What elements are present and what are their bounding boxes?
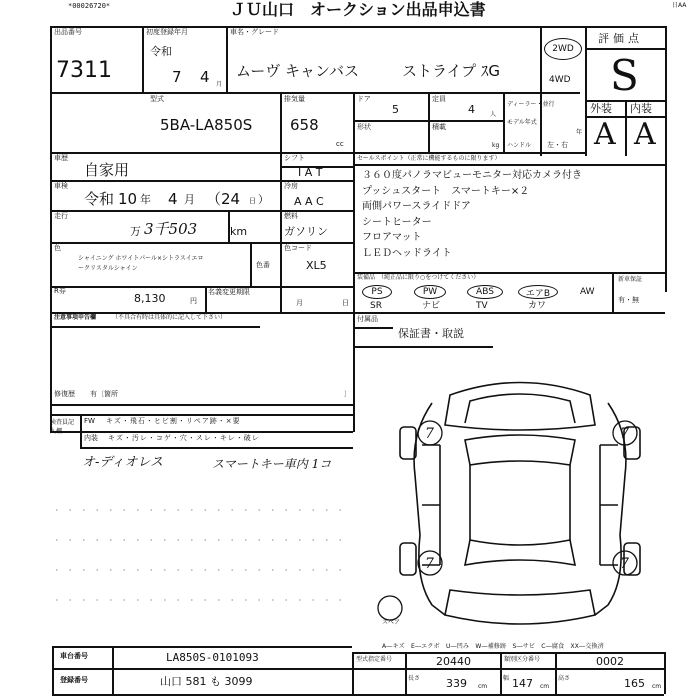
inspection-label: 車検	[54, 182, 68, 190]
selling-point: フロアマット	[362, 232, 422, 244]
serial-number: *00026720*	[68, 2, 111, 10]
model-label: 型式	[150, 95, 164, 103]
repair-close: 〕	[344, 390, 351, 398]
notes-label: 注意事項申告欄	[54, 314, 97, 321]
car-name-label: 車名・グレード	[230, 28, 279, 36]
notes-sub: （不具合有時は具体的に記入して下さい）	[112, 314, 227, 321]
aircon-label: 冷房	[284, 182, 298, 190]
capacity-value: 4	[468, 103, 475, 116]
doors-value: 5	[392, 103, 399, 116]
aircon-value: A A C	[294, 195, 324, 208]
new-warranty-value: 有・無	[618, 296, 639, 304]
recycle-label: R券	[54, 287, 66, 295]
model-year-unit: 年	[576, 129, 583, 136]
lot-number: 7311	[56, 58, 112, 83]
width-value: 147	[512, 677, 533, 690]
height-value: 165	[624, 677, 645, 690]
new-warranty-label: 新車保証	[618, 276, 643, 283]
repair-value: 有〔箇所	[90, 390, 118, 398]
car-grade: ストライプ ｽG	[402, 62, 500, 80]
inspector-row2: キズ・汚レ・コゲ・穴・スレ・キレ・破レ	[108, 434, 260, 442]
shift-label: シフト	[284, 154, 305, 162]
model-year-label: モデル年式	[507, 119, 537, 126]
spare-label: スペア	[382, 619, 401, 626]
exterior-label: 外装	[590, 102, 612, 115]
first-reg-month-unit: 月	[216, 81, 223, 88]
chassis-label: 車台番号	[60, 652, 88, 660]
class-number-label: 類別区分番号	[504, 656, 541, 663]
selling-point: 両側パワースライドドア	[362, 201, 471, 213]
usage-label: 車歴	[54, 154, 68, 162]
wheel-mark-rr: 7	[620, 556, 629, 572]
selling-point: シートヒーター	[362, 216, 432, 228]
inspection-day: （24	[206, 190, 241, 208]
inspector-row1: キズ・飛石・ヒビ割・リペア跡・×要	[106, 417, 241, 425]
name-change-month: 月	[296, 299, 303, 307]
interior-grade: A	[634, 117, 656, 152]
grade-value: S	[610, 51, 639, 100]
doors-label: ドア	[357, 95, 371, 103]
color-value: シャイニング ホワイトパール×シトラスイエロ ークリスタルシャイン	[78, 255, 204, 272]
mileage-man: 万	[130, 225, 141, 238]
dealer-label: ディーラー・並行	[507, 101, 555, 108]
recycle-unit: 円	[190, 297, 197, 305]
wheel-mark-fr: 7	[620, 426, 629, 442]
first-reg-era: 令和	[150, 45, 172, 58]
displacement-value: 658	[290, 116, 319, 134]
selling-point: プッシュスタート スマートキー×２	[362, 185, 530, 197]
corner-mark: 日AA	[672, 2, 687, 9]
documents-label: 付属品	[357, 315, 378, 323]
color-number-label: 色番	[256, 261, 270, 269]
documents-value: 保証書・取説	[398, 327, 464, 340]
color-code: XL5	[306, 259, 327, 272]
inspector-inner: 内装	[84, 434, 98, 442]
inspection-day-unit: ）	[258, 193, 269, 206]
width-unit: cm	[540, 683, 550, 690]
displacement-unit: cc	[336, 140, 344, 148]
selling-points-list	[362, 168, 582, 262]
page-title: ＪＵ山口 オークション出品申込書	[230, 0, 486, 19]
car-damage-diagram	[370, 365, 670, 635]
inspection-year: 10	[118, 190, 138, 208]
fuel-value: ガソリン	[284, 225, 328, 238]
mileage-value: 3千503	[144, 220, 198, 238]
repair-label: 修復歴	[54, 390, 75, 398]
selling-points-label: セールスポイント（正常に機能するものに限ります）	[357, 155, 501, 162]
first-reg-month: 4	[200, 68, 210, 86]
equip-sr: SR	[370, 301, 382, 311]
inspection-month: 4	[168, 190, 178, 208]
mileage-unit: km	[230, 225, 248, 238]
length-unit: cm	[478, 683, 488, 690]
inspection-era: 令和	[84, 190, 115, 208]
drive-4wd: 4WD	[549, 75, 571, 85]
model-code: 5BA-LA850S	[160, 116, 253, 134]
equip-abs: ABS	[467, 285, 503, 299]
inspection-month-unit: 月	[184, 193, 195, 206]
payload-unit: kg	[492, 142, 500, 149]
shift-value: I A T	[298, 166, 323, 179]
selling-point: ＬＥＤヘッドライト	[362, 247, 452, 259]
handwritten-note-left: オ-ディオレス	[82, 455, 163, 470]
type-designation-label: 型式指定番号	[356, 656, 393, 663]
car-name: ムーヴ キャンバス	[236, 62, 359, 80]
class-number-value: 0002	[596, 655, 624, 668]
equip-airbag: エアB	[518, 285, 558, 299]
recycle-value: 8,130	[134, 292, 166, 305]
equip-pw: PW	[414, 285, 446, 299]
displacement-label: 排気量	[284, 95, 305, 103]
equip-ps: PS	[362, 285, 392, 299]
name-change-label: 名義変更期限	[208, 288, 250, 296]
length-label: 長さ	[408, 675, 421, 682]
length-value: 339	[446, 677, 467, 690]
interior-label: 内装	[630, 102, 652, 115]
color-code-label: 色コード	[284, 244, 312, 252]
first-reg-label: 初度登録年月	[146, 28, 188, 36]
height-label: 高さ	[558, 675, 571, 682]
width-label: 幅	[503, 675, 510, 682]
damage-legend: A―キズ E―エクボ U―凹み W―補修跡 S―サビ C―腐食 XX―交換済	[382, 643, 604, 650]
height-unit: cm	[652, 683, 662, 690]
handle-label: ハンドル	[507, 142, 532, 149]
grade-label: 評価点	[598, 32, 643, 45]
inspector-fw: FW	[84, 417, 95, 425]
color-label: 色	[54, 244, 61, 252]
wheel-mark-rl: 7	[425, 556, 434, 572]
type-designation-value: 20440	[436, 655, 471, 668]
plate-label: 登録番号	[60, 676, 88, 684]
exterior-grade: A	[594, 117, 616, 152]
wheel-mark-fl: 7	[425, 426, 434, 442]
equip-aw: AW	[580, 287, 595, 297]
inspection-day-label: 日	[249, 197, 256, 205]
inspector-label: 検査員記入欄	[50, 419, 75, 435]
equip-tv: TV	[476, 301, 488, 311]
selling-point: ３６０度パノラマビューモニター対応カメラ付き	[362, 170, 582, 181]
usage-value: 自家用	[84, 161, 130, 179]
first-reg-year: 7	[172, 68, 182, 86]
equipment-label: 装備品 （純正品に限り○をつけてください）	[357, 274, 480, 281]
fuel-label: 燃料	[284, 212, 298, 220]
name-change-day: 日	[342, 299, 349, 307]
equip-navi: ナビ	[422, 301, 441, 311]
shape-label: 形状	[357, 123, 371, 131]
chassis-number: LA850S-0101093	[166, 651, 259, 664]
handwritten-note-right: スマートキー車内 1コ	[212, 457, 332, 471]
payload-label: 積載	[432, 123, 446, 131]
mileage-label: 走行	[54, 212, 68, 220]
equip-leather: カワ	[528, 301, 547, 311]
handle-value: 左・右	[547, 141, 568, 149]
drive-2wd-circle: 2WD	[544, 38, 582, 60]
capacity-unit: 人	[490, 111, 497, 118]
capacity-label: 定員	[432, 95, 446, 103]
dotted-lines	[50, 480, 350, 630]
plate-number: 山口 581 も 3099	[160, 675, 253, 688]
inspection-year-unit: 年	[140, 193, 151, 206]
lot-label: 出品番号	[54, 28, 82, 36]
